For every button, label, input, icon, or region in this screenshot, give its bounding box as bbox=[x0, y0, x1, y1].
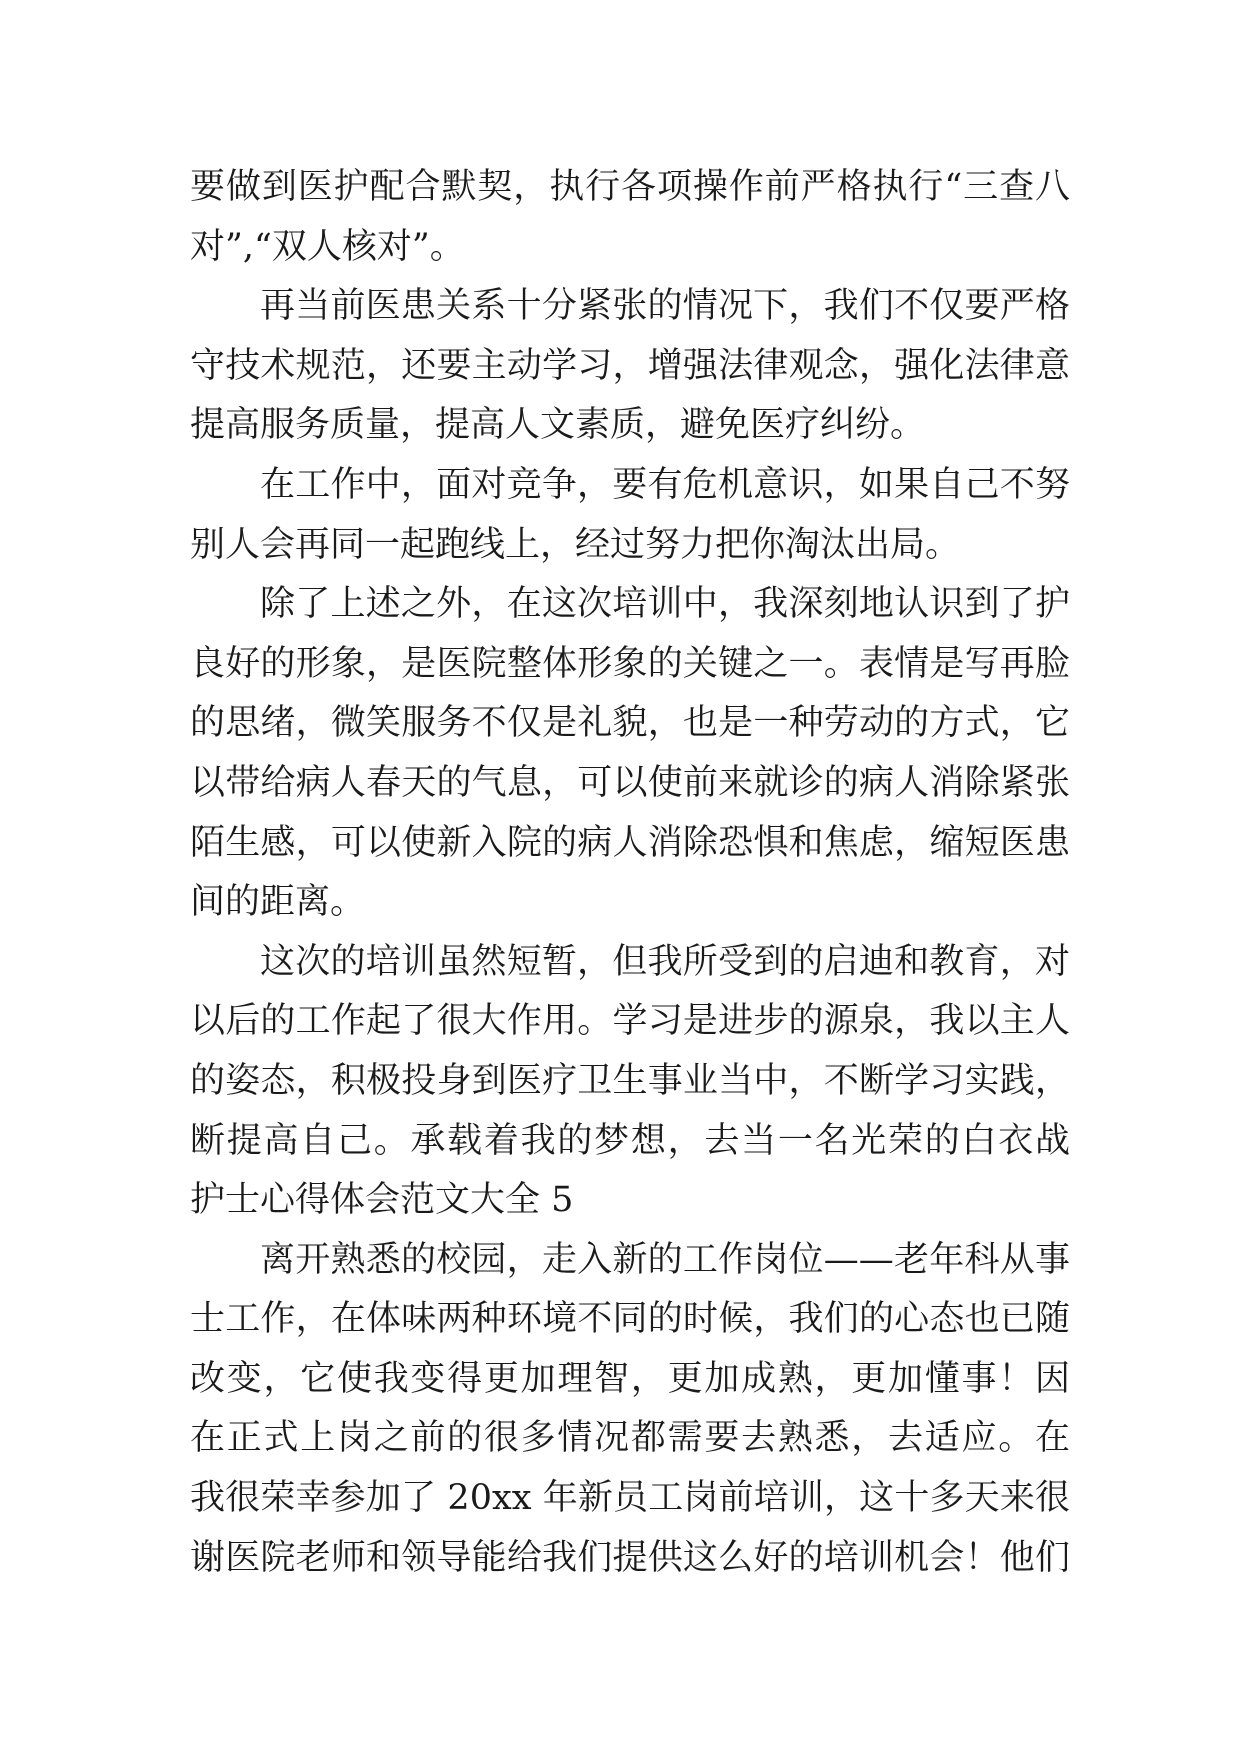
text-line: 守技术规范，还要主动学习，增强法律观念，强化法律意 bbox=[190, 345, 1070, 386]
paragraph-first-line: 在工作中，面对竞争，要有危机意识，如果自己不努 bbox=[260, 464, 1070, 505]
text-line: 对”,“双人核对”。 bbox=[190, 226, 465, 267]
paragraph-first-line: 再当前医患关系十分紧张的情况下，我们不仅要严格 bbox=[260, 286, 1070, 327]
paragraph-first-line: 离开熟悉的校园，走入新的工作岗位——老年科从事 bbox=[260, 1239, 1070, 1280]
text-line: 以带给病人春天的气息，可以使前来就诊的病人消除紧张 bbox=[190, 762, 1070, 803]
text-line: 以后的工作起了很大作用。学习是进步的源泉，我以主人 bbox=[190, 1001, 1070, 1042]
text-line: 要做到医护配合默契，执行各项操作前严格执行“三查八 bbox=[190, 167, 1070, 207]
text-line: 良好的形象，是医院整体形象的关键之一。表情是写再脸 bbox=[190, 643, 1070, 684]
document-body bbox=[190, 158, 1070, 1588]
text-line: 我很荣幸参加了 20xx 年新员工岗前培训，这十多天来很 bbox=[190, 1478, 1070, 1519]
text-line: 别人会再同一起跑线上，经过努力把你淘汰出局。 bbox=[190, 524, 961, 565]
text-line: 提高服务质量，提高人文素质，避免医疗纠纷。 bbox=[190, 405, 926, 446]
paragraph-first-line: 除了上述之外，在这次培训中，我深刻地认识到了护 bbox=[260, 584, 1070, 625]
text-line: 间的距离。 bbox=[190, 882, 366, 923]
text-line: 陌生感，可以使新入院的病人消除恐惧和焦虑，缩短医患 bbox=[190, 822, 1070, 863]
paragraph-first-line: 这次的培训虽然短暂，但我所受到的启迪和教育，对 bbox=[260, 941, 1070, 982]
text-line: 在正式上岗之前的很多情况都需要去熟悉，去适应。在 bbox=[190, 1418, 1070, 1459]
text-line: 谢医院老师和领导能给我们提供这么好的培训机会！他们 bbox=[190, 1537, 1070, 1578]
text-line: 改变，它使我变得更加理智，更加成熟，更加懂事！因 bbox=[190, 1358, 1070, 1399]
text-line: 断提高自己。承载着我的梦想，去当一名光荣的白衣战 bbox=[190, 1120, 1070, 1161]
section-heading: 护士心得体会范文大全 5 bbox=[190, 1180, 574, 1221]
text-line: 的思绪，微笑服务不仅是礼貌，也是一种劳动的方式，它 bbox=[190, 703, 1070, 744]
text-line: 的姿态，积极投身到医疗卫生事业当中，不断学习实践， bbox=[190, 1060, 1070, 1101]
text-line: 士工作，在体味两种环境不同的时候，我们的心态也已随 bbox=[190, 1299, 1070, 1340]
